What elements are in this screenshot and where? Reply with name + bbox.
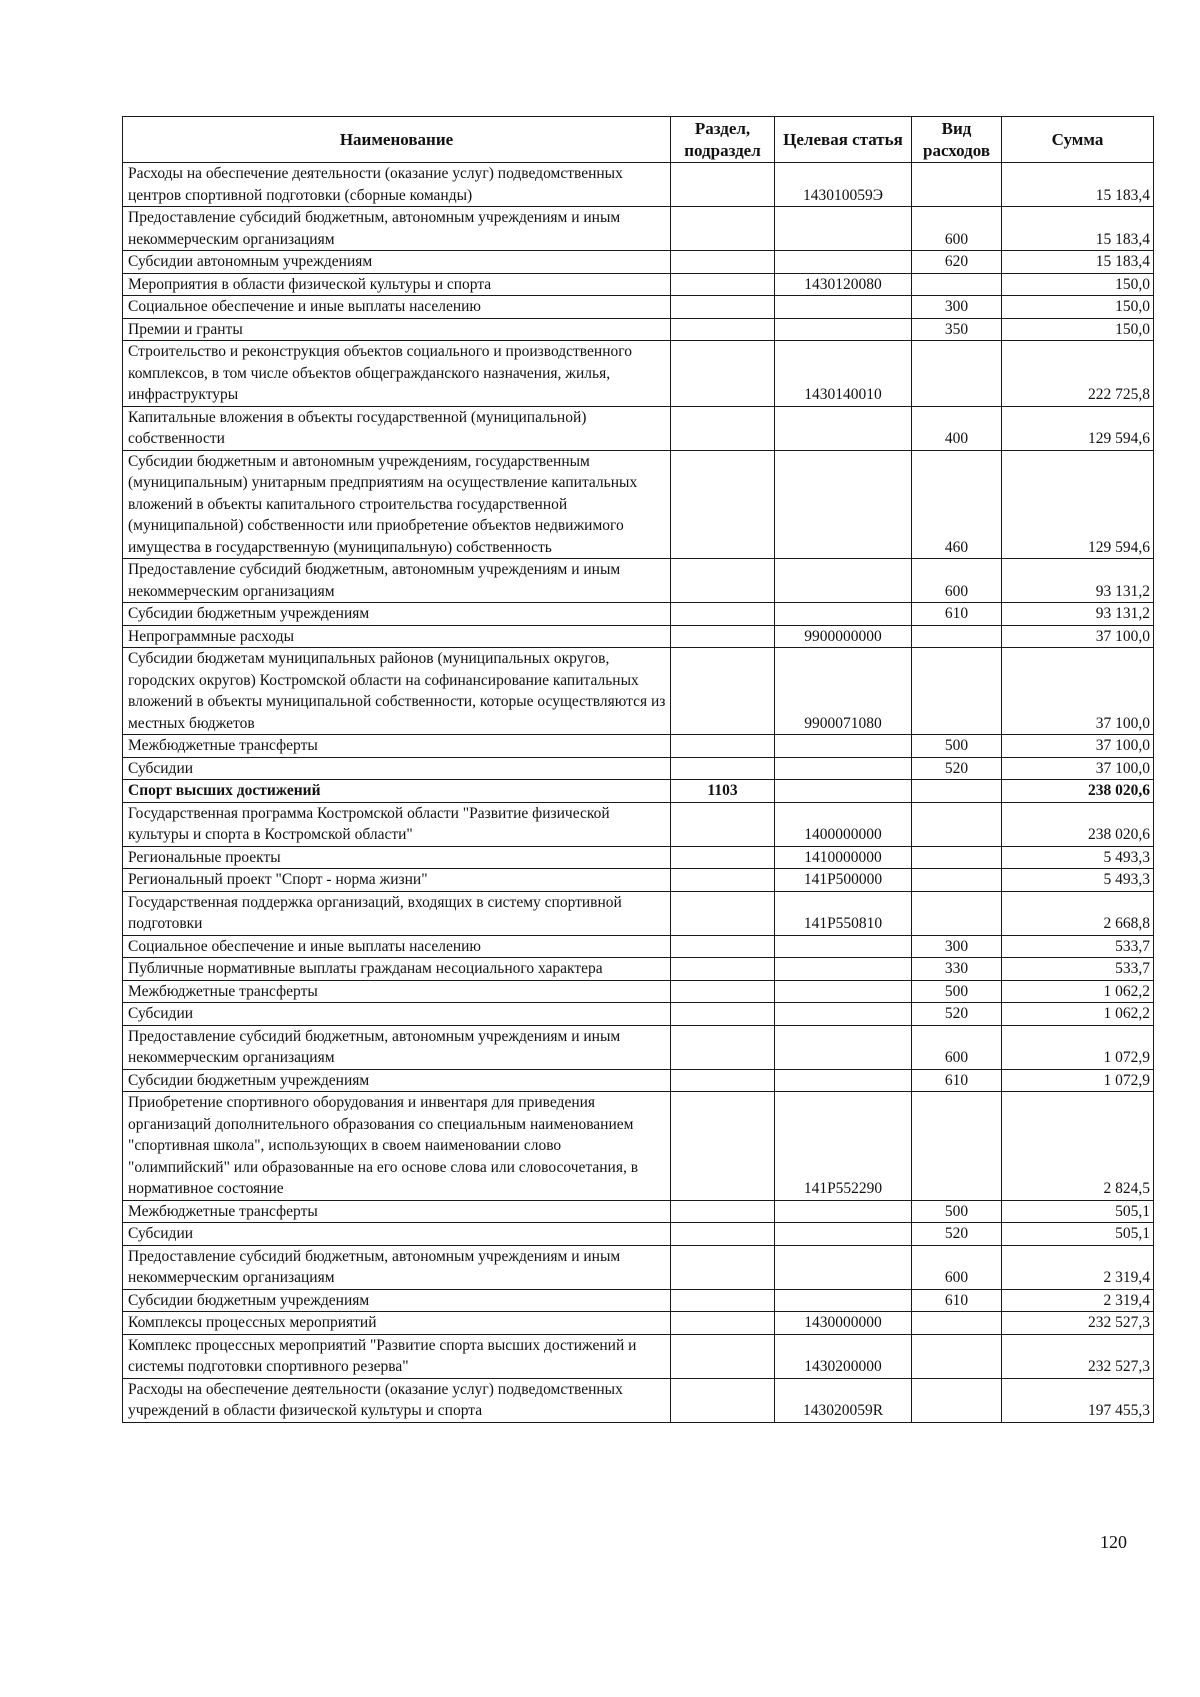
cell-section [671, 935, 775, 958]
table-row [123, 802, 1154, 846]
cell-name: Субсидии [123, 1223, 671, 1246]
cell-section [671, 1312, 775, 1335]
cell-sum: 232 527,3 [1002, 1334, 1154, 1378]
cell-sum: 533,7 [1002, 935, 1154, 958]
table-row [123, 207, 1154, 251]
cell-section [671, 625, 775, 648]
cell-name: Субсидии бюджетным учреждениям [123, 1069, 671, 1092]
cell-sum: 150,0 [1002, 318, 1154, 341]
table-row [123, 318, 1154, 341]
cell-section [671, 1378, 775, 1422]
table-row [123, 296, 1154, 319]
cell-sum: 1 072,9 [1002, 1025, 1154, 1069]
table-row [123, 341, 1154, 407]
cell-name: Субсидии бюджетам муниципальных районов (муниципальных округов, городских округов) Костромской области на софинансирование капитальных вложений в объекты муниципальной собственности, которые осуществляются из местных бюджетов [123, 648, 671, 735]
cell-target [775, 603, 912, 626]
cell-name: Строительство и реконструкция объектов социального и производственного комплексов, в том числе объектов общегражданского назначения, жилья, инфраструктуры [123, 341, 671, 407]
header-row [123, 117, 1154, 163]
cell-target: 141P500000 [775, 869, 912, 892]
cell-sum: 37 100,0 [1002, 735, 1154, 758]
cell-name: Расходы на обеспечение деятельности (оказание услуг) подведомственных учреждений в области физической культуры и спорта [123, 1378, 671, 1422]
cell-name: Государственная программа Костромской области "Развитие физической культуры и спорта в Костромской области" [123, 802, 671, 846]
cell-target: 9900000000 [775, 625, 912, 648]
cell-target [775, 1069, 912, 1092]
cell-name: Предоставление субсидий бюджетным, автономным учреждениям и иным некоммерческим организациям [123, 1245, 671, 1289]
cell-sum: 238 020,6 [1002, 802, 1154, 846]
cell-section [671, 1092, 775, 1201]
table-row [123, 1069, 1154, 1092]
cell-kind: 500 [912, 735, 1002, 758]
cell-sum: 1 072,9 [1002, 1069, 1154, 1092]
cell-target [775, 296, 912, 319]
table-row [123, 980, 1154, 1003]
cell-name: Региональные проекты [123, 846, 671, 869]
table-row [123, 1289, 1154, 1312]
header-kind: Вид расходов [912, 117, 1002, 163]
cell-name: Социальное обеспечение и иные выплаты населению [123, 296, 671, 319]
cell-kind [912, 869, 1002, 892]
cell-sum: 2 319,4 [1002, 1245, 1154, 1289]
budget-table [122, 116, 1154, 1423]
cell-sum: 37 100,0 [1002, 625, 1154, 648]
cell-kind: 600 [912, 1025, 1002, 1069]
header-section: Раздел, подраздел [671, 117, 775, 163]
cell-target: 1410000000 [775, 846, 912, 869]
table-row [123, 891, 1154, 935]
cell-kind [912, 1092, 1002, 1201]
cell-kind: 500 [912, 1200, 1002, 1223]
cell-section [671, 1223, 775, 1246]
cell-kind [912, 891, 1002, 935]
table-row [123, 757, 1154, 780]
cell-target: 143010059Э [775, 163, 912, 207]
cell-name: Непрограммные расходы [123, 625, 671, 648]
cell-name: Субсидии [123, 1003, 671, 1026]
cell-section [671, 958, 775, 981]
table-row [123, 1003, 1154, 1026]
cell-name: Субсидии бюджетным учреждениям [123, 603, 671, 626]
table-row [123, 935, 1154, 958]
header-target: Целевая статья [775, 117, 912, 163]
cell-section [671, 757, 775, 780]
cell-name: Социальное обеспечение и иные выплаты населению [123, 935, 671, 958]
cell-name: Субсидии [123, 757, 671, 780]
cell-kind [912, 1312, 1002, 1335]
cell-target: 1400000000 [775, 802, 912, 846]
cell-kind [912, 163, 1002, 207]
cell-sum: 150,0 [1002, 296, 1154, 319]
cell-name: Спорт высших достижений [123, 780, 671, 803]
table-row [123, 846, 1154, 869]
header-name: Наименование [123, 117, 671, 163]
cell-name: Межбюджетные трансферты [123, 735, 671, 758]
cell-name: Приобретение спортивного оборудования и инвентаря для приведения организаций дополнительного образования со специальным наименованием "спортивная школа", использующих в своем наименовании слово "олимпийский" или образованные на его основе слова или словосочетания, в нормативное состояние [123, 1092, 671, 1201]
cell-kind [912, 780, 1002, 803]
table-row [123, 958, 1154, 981]
cell-kind [912, 648, 1002, 735]
table-row [123, 251, 1154, 274]
cell-section [671, 603, 775, 626]
cell-section [671, 1289, 775, 1312]
cell-target: 1430200000 [775, 1334, 912, 1378]
cell-kind: 350 [912, 318, 1002, 341]
table-row [123, 603, 1154, 626]
cell-sum: 37 100,0 [1002, 757, 1154, 780]
cell-kind: 300 [912, 935, 1002, 958]
cell-section [671, 1334, 775, 1378]
cell-kind [912, 273, 1002, 296]
cell-section [671, 163, 775, 207]
cell-kind: 300 [912, 296, 1002, 319]
table-row [123, 163, 1154, 207]
table-header [123, 117, 1154, 163]
cell-kind [912, 625, 1002, 648]
table-row [123, 1092, 1154, 1201]
cell-sum: 37 100,0 [1002, 648, 1154, 735]
cell-sum: 533,7 [1002, 958, 1154, 981]
cell-section [671, 251, 775, 274]
cell-target [775, 980, 912, 1003]
cell-sum: 2 668,8 [1002, 891, 1154, 935]
cell-name: Субсидии автономным учреждениям [123, 251, 671, 274]
cell-name: Предоставление субсидий бюджетным, автономным учреждениям и иным некоммерческим организациям [123, 207, 671, 251]
cell-section [671, 1003, 775, 1026]
cell-name: Мероприятия в области физической культуры и спорта [123, 273, 671, 296]
cell-target: 9900071080 [775, 648, 912, 735]
cell-target [775, 958, 912, 981]
cell-name: Государственная поддержка организаций, входящих в систему спортивной подготовки [123, 891, 671, 935]
cell-kind: 460 [912, 450, 1002, 559]
table-row [123, 273, 1154, 296]
cell-section [671, 869, 775, 892]
table-row [123, 1223, 1154, 1246]
cell-target [775, 780, 912, 803]
cell-kind [912, 802, 1002, 846]
cell-kind [912, 1334, 1002, 1378]
cell-name: Межбюджетные трансферты [123, 1200, 671, 1223]
cell-name: Субсидии бюджетным учреждениям [123, 1289, 671, 1312]
cell-kind [912, 846, 1002, 869]
cell-kind: 610 [912, 603, 1002, 626]
cell-target [775, 935, 912, 958]
cell-target: 1430000000 [775, 1312, 912, 1335]
cell-kind: 610 [912, 1289, 1002, 1312]
cell-kind: 600 [912, 1245, 1002, 1289]
table-body [123, 163, 1154, 1423]
cell-sum: 5 493,3 [1002, 846, 1154, 869]
cell-section [671, 980, 775, 1003]
cell-sum: 197 455,3 [1002, 1378, 1154, 1422]
header-sum: Сумма [1002, 117, 1154, 163]
cell-kind: 520 [912, 1003, 1002, 1026]
cell-sum: 15 183,4 [1002, 207, 1154, 251]
cell-section [671, 559, 775, 603]
cell-kind: 600 [912, 207, 1002, 251]
cell-sum: 93 131,2 [1002, 603, 1154, 626]
table-row [123, 735, 1154, 758]
cell-kind: 520 [912, 1223, 1002, 1246]
cell-target [775, 450, 912, 559]
cell-kind: 620 [912, 251, 1002, 274]
table-row [123, 1334, 1154, 1378]
cell-kind: 520 [912, 757, 1002, 780]
cell-target [775, 1289, 912, 1312]
table-row [123, 780, 1154, 803]
cell-kind [912, 341, 1002, 407]
cell-name: Расходы на обеспечение деятельности (оказание услуг) подведомственных центров спортивной подготовки (сборные команды) [123, 163, 671, 207]
cell-kind: 610 [912, 1069, 1002, 1092]
cell-target: 141P552290 [775, 1092, 912, 1201]
cell-name: Региональный проект "Спорт - норма жизни" [123, 869, 671, 892]
cell-name: Публичные нормативные выплаты гражданам несоциального характера [123, 958, 671, 981]
cell-name: Премии и гранты [123, 318, 671, 341]
cell-name: Предоставление субсидий бюджетным, автономным учреждениям и иным некоммерческим организациям [123, 1025, 671, 1069]
table-row [123, 625, 1154, 648]
table-row [123, 1245, 1154, 1289]
cell-target: 1430140010 [775, 341, 912, 407]
cell-sum: 1 062,2 [1002, 980, 1154, 1003]
cell-section [671, 1025, 775, 1069]
cell-name: Межбюджетные трансферты [123, 980, 671, 1003]
cell-kind: 500 [912, 980, 1002, 1003]
table-row [123, 450, 1154, 559]
cell-target [775, 1025, 912, 1069]
cell-section [671, 273, 775, 296]
cell-section [671, 735, 775, 758]
cell-section [671, 648, 775, 735]
cell-section [671, 296, 775, 319]
cell-name: Предоставление субсидий бюджетным, автономным учреждениям и иным некоммерческим организациям [123, 559, 671, 603]
cell-section [671, 1245, 775, 1289]
cell-name: Комплексы процессных мероприятий [123, 1312, 671, 1335]
cell-section [671, 1069, 775, 1092]
cell-target [775, 1223, 912, 1246]
cell-section [671, 1200, 775, 1223]
table-row [123, 1312, 1154, 1335]
cell-sum: 222 725,8 [1002, 341, 1154, 407]
cell-sum: 129 594,6 [1002, 450, 1154, 559]
cell-name: Капитальные вложения в объекты государственной (муниципальной) собственности [123, 406, 671, 450]
page-number: 120 [1100, 1532, 1127, 1552]
cell-target [775, 406, 912, 450]
cell-section: 1103 [671, 780, 775, 803]
table-row [123, 1025, 1154, 1069]
cell-kind [912, 1378, 1002, 1422]
cell-sum: 2 824,5 [1002, 1092, 1154, 1201]
cell-target [775, 1200, 912, 1223]
cell-name: Комплекс процессных мероприятий "Развитие спорта высших достижений и системы подготовки спортивного резерва" [123, 1334, 671, 1378]
cell-target [775, 318, 912, 341]
cell-section [671, 450, 775, 559]
cell-kind: 400 [912, 406, 1002, 450]
cell-section [671, 406, 775, 450]
table-row [123, 1378, 1154, 1422]
cell-sum: 129 594,6 [1002, 406, 1154, 450]
cell-target [775, 1003, 912, 1026]
cell-target [775, 757, 912, 780]
cell-sum: 93 131,2 [1002, 559, 1154, 603]
cell-target: 1430120080 [775, 273, 912, 296]
cell-section [671, 891, 775, 935]
cell-target [775, 735, 912, 758]
cell-target: 143020059R [775, 1378, 912, 1422]
cell-sum: 1 062,2 [1002, 1003, 1154, 1026]
cell-sum: 2 319,4 [1002, 1289, 1154, 1312]
cell-name: Субсидии бюджетным и автономным учреждениям, государственным (муниципальным) унитарным предприятиям на осуществление капитальных вложений в объекты капитального строительства государственной (муниципальной) собственности или приобретение объектов недвижимого имущества в государственную (муниципальную) собственность [123, 450, 671, 559]
cell-section [671, 341, 775, 407]
cell-section [671, 846, 775, 869]
cell-target [775, 207, 912, 251]
table-row [123, 869, 1154, 892]
table-row [123, 406, 1154, 450]
cell-target [775, 1245, 912, 1289]
cell-sum: 150,0 [1002, 273, 1154, 296]
cell-target: 141P550810 [775, 891, 912, 935]
table-row [123, 648, 1154, 735]
cell-target [775, 251, 912, 274]
cell-sum: 505,1 [1002, 1223, 1154, 1246]
table-row [123, 1200, 1154, 1223]
cell-sum: 238 020,6 [1002, 780, 1154, 803]
cell-sum: 15 183,4 [1002, 163, 1154, 207]
cell-sum: 232 527,3 [1002, 1312, 1154, 1335]
cell-sum: 15 183,4 [1002, 251, 1154, 274]
cell-kind: 330 [912, 958, 1002, 981]
cell-kind: 600 [912, 559, 1002, 603]
cell-section [671, 802, 775, 846]
cell-sum: 5 493,3 [1002, 869, 1154, 892]
table-row [123, 559, 1154, 603]
cell-target [775, 559, 912, 603]
cell-sum: 505,1 [1002, 1200, 1154, 1223]
cell-section [671, 318, 775, 341]
cell-section [671, 207, 775, 251]
